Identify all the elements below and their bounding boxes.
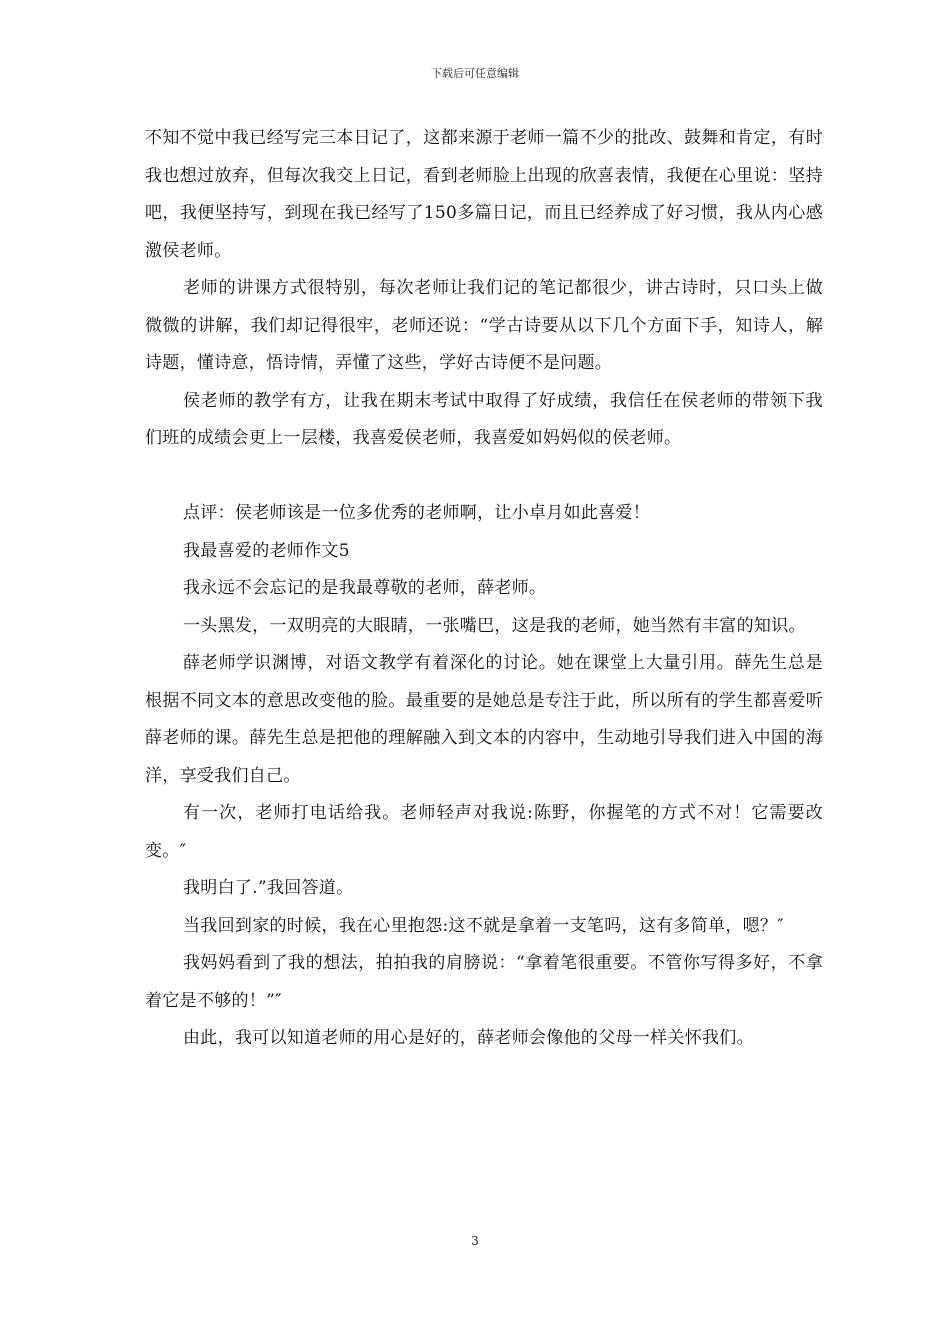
paragraph-complaint: 当我回到家的时候，我在心里抱怨:这不就是拿着一支笔吗，这有多简单，嗯？″: [183, 915, 784, 936]
paragraph-reply: 我明白了.”我回答道。: [183, 878, 354, 898]
paragraph-gap: [145, 458, 823, 496]
header-note: 下载后可任意编辑: [431, 67, 519, 80]
paragraph-appearance: 一头黑发，一双明亮的大眼睛，一张嘴巴，这是我的老师，她当然有丰富的知识。: [183, 615, 806, 636]
paragraph-mother: 我妈妈看到了我的想法，拍拍我的肩膀说：“拿着笔很重要。不管你写得多好，不拿着它是不够的！”″: [145, 953, 823, 1011]
document-body: [145, 120, 823, 1058]
paragraph-teaching-style: 老师的讲课方式很特别，每次老师让我们记的笔记都很少，讲古诗时，只口头上做微微的讲解，我们却记得很牢，老师还说：“学古诗要从以下几个方面下手，知诗人，解诗题，懂诗意，悟诗情，弄懂了这些，学好古诗便不是问题。: [145, 278, 823, 373]
section-title: 我最喜爱的老师作文5: [183, 540, 350, 561]
paragraph-exam-results: 侯老师的教学有方，让我在期末考试中取得了好成绩，我信任在侯老师的带领下我们班的成绩会更上一层楼，我喜爱侯老师，我喜爱如妈妈似的侯老师。: [145, 390, 823, 448]
paragraph-knowledge: 薛老师学识渊博，对语文教学有着深化的讨论。她在课堂上大量引用。薛先生总是根据不同文本的意思改变他的脸。最重要的是她总是专注于此，所以所有的学生都喜爱听薛老师的课。薛先生总是把他的理解融入到文本的内容中，生动地引导我们进入中国的海洋，享受我们自己。: [145, 653, 823, 786]
paragraph-phone-call: 有一次，老师打电话给我。老师轻声对我说:陈野，你握笔的方式不对！它需要改变。″: [145, 803, 823, 861]
paragraph-diary: 不知不觉中我已经写完三本日记了，这都来源于老师一篇不少的批改、鼓舞和肯定，有时我也想过放弃，但每次我交上日记，看到老师脸上出现的欣喜表情，我便在心里说：坚持吧，我便坚持写，到现在我已经写了150多篇日记，而且已经养成了好习惯，我从内心感激侯老师。: [145, 128, 823, 261]
paragraph-conclusion: 由此，我可以知道老师的用心是好的，薛老师会像他的父母一样关怀我们。: [183, 1028, 754, 1048]
paragraph-intro: 我永远不会忘记的是我最尊敬的老师，薛老师。: [183, 578, 547, 598]
page-number: 3: [471, 1234, 479, 1248]
paragraph-comment: 点评：侯老师该是一位多优秀的老师啊，让小卓月如此喜爱！: [183, 503, 651, 523]
